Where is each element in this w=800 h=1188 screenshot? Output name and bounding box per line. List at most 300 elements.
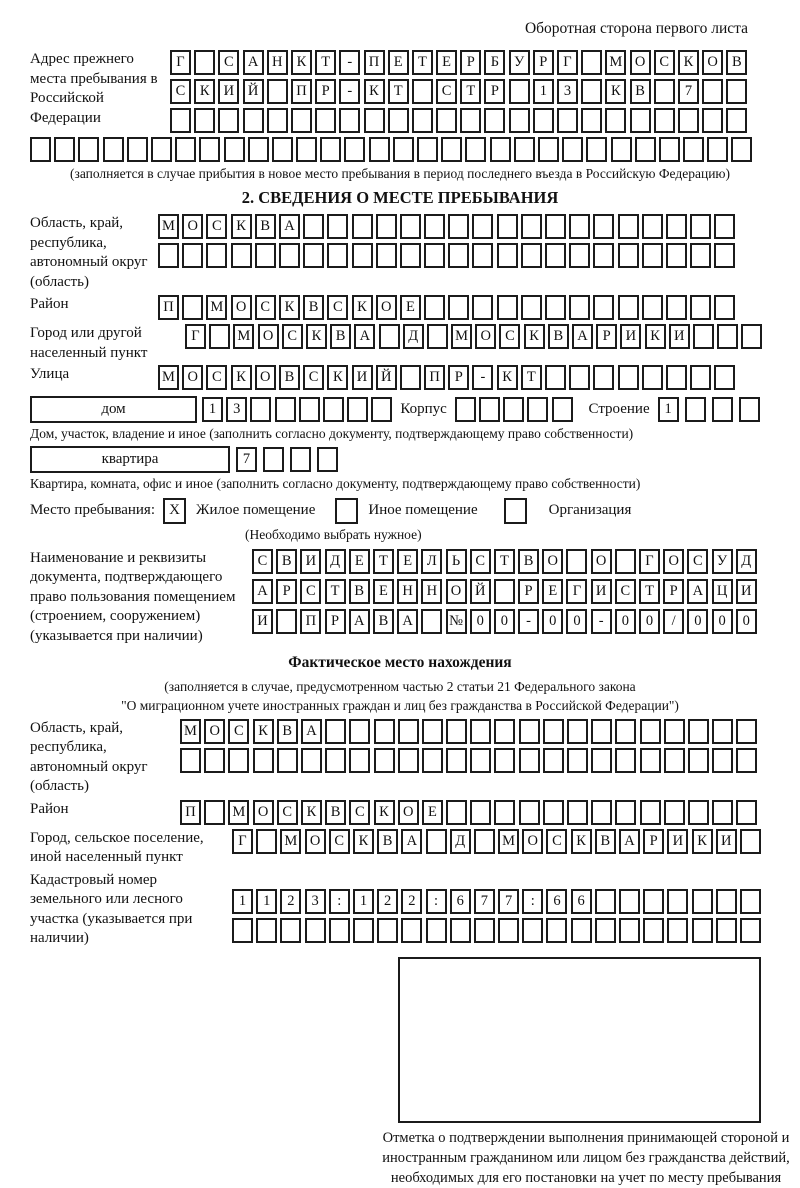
char-cell[interactable] [740,918,761,943]
char-cell[interactable] [736,719,757,744]
char-cell[interactable] [323,397,344,422]
char-cell[interactable]: 1 [232,889,253,914]
char-cell[interactable]: М [498,829,519,854]
char-cell[interactable]: В [726,50,747,75]
char-cell[interactable] [349,748,370,773]
char-cell[interactable] [376,214,397,239]
char-cell[interactable]: В [277,719,298,744]
char-cell[interactable]: Ц [712,579,733,604]
char-cell[interactable]: С [170,79,191,104]
char-cell[interactable] [446,719,467,744]
char-cell[interactable] [618,295,639,320]
char-cell[interactable] [678,108,699,133]
char-cell[interactable] [664,719,685,744]
char-cell[interactable] [291,108,312,133]
char-cell[interactable] [654,108,675,133]
char-cell[interactable] [315,108,336,133]
char-cell[interactable] [619,918,640,943]
char-cell[interactable] [474,829,495,854]
char-cell[interactable] [204,800,225,825]
char-cell[interactable] [317,447,338,472]
char-cell[interactable]: Ь [446,549,467,574]
char-cell[interactable]: И [252,609,273,634]
char-cell[interactable] [545,243,566,268]
char-cell[interactable]: Н [397,579,418,604]
char-cell[interactable] [642,214,663,239]
char-cell[interactable] [740,889,761,914]
city-row[interactable] [185,324,762,349]
char-cell[interactable] [546,918,567,943]
char-cell[interactable] [494,748,515,773]
char-cell[interactable] [566,549,587,574]
char-cell[interactable] [527,397,548,422]
char-cell[interactable] [470,719,491,744]
char-cell[interactable] [327,214,348,239]
char-cell[interactable] [352,214,373,239]
char-cell[interactable] [497,295,518,320]
char-cell[interactable]: К [524,324,545,349]
char-cell[interactable] [231,243,252,268]
char-cell[interactable] [279,243,300,268]
prev-address-row-3[interactable] [170,108,747,133]
char-cell[interactable] [643,889,664,914]
char-cell[interactable] [194,108,215,133]
char-cell[interactable] [593,365,614,390]
char-cell[interactable] [412,79,433,104]
char-cell[interactable] [521,214,542,239]
district-row[interactable] [158,295,735,320]
char-cell[interactable]: У [509,50,530,75]
char-cell[interactable] [303,243,324,268]
char-cell[interactable]: 0 [494,609,515,634]
char-cell[interactable]: 1 [353,889,374,914]
char-cell[interactable]: С [206,365,227,390]
region-row-2[interactable] [158,243,735,268]
char-cell[interactable]: М [206,295,227,320]
region-row-1[interactable] [158,214,735,239]
char-cell[interactable] [716,918,737,943]
char-cell[interactable] [595,918,616,943]
char-cell[interactable]: Р [596,324,617,349]
char-cell[interactable] [593,295,614,320]
char-cell[interactable] [320,137,341,162]
char-cell[interactable]: М [158,365,179,390]
char-cell[interactable]: 0 [470,609,491,634]
char-cell[interactable] [688,800,709,825]
char-cell[interactable]: С [277,800,298,825]
char-cell[interactable] [127,137,148,162]
char-cell[interactable]: Г [639,549,660,574]
char-cell[interactable] [702,108,723,133]
char-cell[interactable] [465,137,486,162]
korpus-cells[interactable] [455,397,573,422]
char-cell[interactable]: П [291,79,312,104]
char-cell[interactable] [569,214,590,239]
char-cell[interactable] [398,719,419,744]
char-cell[interactable]: О [446,579,467,604]
char-cell[interactable]: О [475,324,496,349]
char-cell[interactable]: К [497,365,518,390]
char-cell[interactable]: Т [373,549,394,574]
char-cell[interactable] [400,243,421,268]
char-cell[interactable] [325,748,346,773]
char-cell[interactable] [253,748,274,773]
char-cell[interactable]: И [620,324,641,349]
char-cell[interactable]: А [354,324,375,349]
char-cell[interactable] [494,579,515,604]
char-cell[interactable] [519,719,540,744]
char-cell[interactable]: С [206,214,227,239]
char-cell[interactable] [277,748,298,773]
cadastre-row-1[interactable] [232,889,761,914]
char-cell[interactable]: В [595,829,616,854]
char-cell[interactable]: Р [276,579,297,604]
char-cell[interactable]: Г [170,50,191,75]
char-cell[interactable] [666,214,687,239]
char-cell[interactable]: Е [397,549,418,574]
char-cell[interactable] [688,719,709,744]
char-cell[interactable] [422,748,443,773]
char-cell[interactable] [630,108,651,133]
char-cell[interactable] [374,719,395,744]
char-cell[interactable]: О [630,50,651,75]
char-cell[interactable]: О [398,800,419,825]
char-cell[interactable] [426,918,447,943]
char-cell[interactable] [371,397,392,422]
char-cell[interactable]: - [591,609,612,634]
char-cell[interactable] [716,889,737,914]
char-cell[interactable]: Е [373,579,394,604]
char-cell[interactable]: Н [267,50,288,75]
char-cell[interactable]: А [349,609,370,634]
char-cell[interactable] [615,719,636,744]
char-cell[interactable]: А [279,214,300,239]
char-cell[interactable]: С [327,295,348,320]
char-cell[interactable] [412,108,433,133]
char-cell[interactable] [455,397,476,422]
char-cell[interactable]: И [669,324,690,349]
char-cell[interactable] [569,243,590,268]
char-cell[interactable] [519,748,540,773]
char-cell[interactable] [450,918,471,943]
char-cell[interactable]: Т [412,50,433,75]
char-cell[interactable] [347,397,368,422]
char-cell[interactable] [591,748,612,773]
char-cell[interactable]: 1 [533,79,554,104]
char-cell[interactable]: К [231,214,252,239]
char-cell[interactable]: Л [421,549,442,574]
char-cell[interactable] [218,108,239,133]
char-cell[interactable] [401,918,422,943]
char-cell[interactable] [552,397,573,422]
char-cell[interactable] [379,324,400,349]
char-cell[interactable]: К [692,829,713,854]
char-cell[interactable]: Н [421,579,442,604]
char-cell[interactable] [470,800,491,825]
char-cell[interactable]: О [231,295,252,320]
char-cell[interactable]: С [499,324,520,349]
char-cell[interactable]: Р [663,579,684,604]
char-cell[interactable] [296,137,317,162]
char-cell[interactable] [712,397,733,422]
char-cell[interactable] [642,243,663,268]
char-cell[interactable]: 7 [474,889,495,914]
char-cell[interactable] [731,137,752,162]
char-cell[interactable] [325,719,346,744]
char-cell[interactable] [484,108,505,133]
char-cell[interactable] [618,365,639,390]
char-cell[interactable]: С [470,549,491,574]
char-cell[interactable]: Е [542,579,563,604]
char-cell[interactable] [256,918,277,943]
char-cell[interactable]: С [436,79,457,104]
char-cell[interactable] [503,397,524,422]
char-cell[interactable] [519,800,540,825]
char-cell[interactable] [567,719,588,744]
char-cell[interactable] [557,108,578,133]
char-cell[interactable]: С [546,829,567,854]
char-cell[interactable]: К [364,79,385,104]
char-cell[interactable] [182,295,203,320]
char-cell[interactable]: А [401,829,422,854]
char-cell[interactable] [595,889,616,914]
char-cell[interactable]: 0 [736,609,757,634]
char-cell[interactable] [349,719,370,744]
char-cell[interactable] [276,609,297,634]
char-cell[interactable] [263,447,284,472]
char-cell[interactable] [272,137,293,162]
char-cell[interactable] [714,214,735,239]
char-cell[interactable] [232,918,253,943]
char-cell[interactable] [509,108,530,133]
char-cell[interactable] [280,918,301,943]
char-cell[interactable]: 2 [377,889,398,914]
char-cell[interactable] [739,397,760,422]
document-row-3[interactable] [252,609,757,634]
char-cell[interactable]: Т [460,79,481,104]
apartment-cells[interactable] [236,447,338,472]
char-cell[interactable] [690,365,711,390]
char-cell[interactable] [441,137,462,162]
char-cell[interactable]: П [364,50,385,75]
char-cell[interactable] [204,748,225,773]
char-cell[interactable] [562,137,583,162]
char-cell[interactable]: К [374,800,395,825]
char-cell[interactable] [654,79,675,104]
char-cell[interactable] [498,918,519,943]
char-cell[interactable] [206,243,227,268]
char-cell[interactable]: Р [315,79,336,104]
char-cell[interactable]: О [542,549,563,574]
char-cell[interactable]: Т [494,549,515,574]
char-cell[interactable]: В [377,829,398,854]
residential-checkbox[interactable]: X [163,498,186,524]
char-cell[interactable]: В [276,549,297,574]
char-cell[interactable]: С [329,829,350,854]
char-cell[interactable] [448,295,469,320]
char-cell[interactable] [275,397,296,422]
char-cell[interactable]: М [605,50,626,75]
prev-address-row-1[interactable] [170,50,747,75]
char-cell[interactable] [741,324,762,349]
char-cell[interactable]: Г [557,50,578,75]
char-cell[interactable] [228,748,249,773]
char-cell[interactable]: П [158,295,179,320]
char-cell[interactable] [327,243,348,268]
char-cell[interactable] [664,748,685,773]
char-cell[interactable] [364,108,385,133]
char-cell[interactable] [209,324,230,349]
char-cell[interactable] [543,748,564,773]
char-cell[interactable]: М [180,719,201,744]
char-cell[interactable] [267,108,288,133]
char-cell[interactable]: В [548,324,569,349]
char-cell[interactable] [303,214,324,239]
char-cell[interactable] [521,295,542,320]
char-cell[interactable]: А [572,324,593,349]
char-cell[interactable] [714,365,735,390]
char-cell[interactable]: В [630,79,651,104]
char-cell[interactable] [267,79,288,104]
char-cell[interactable]: В [303,295,324,320]
char-cell[interactable]: Р [518,579,539,604]
char-cell[interactable] [290,447,311,472]
char-cell[interactable]: Т [315,50,336,75]
char-cell[interactable]: О [204,719,225,744]
char-cell[interactable]: С [282,324,303,349]
char-cell[interactable] [640,748,661,773]
char-cell[interactable]: 6 [571,889,592,914]
char-cell[interactable]: : [522,889,543,914]
char-cell[interactable]: К [194,79,215,104]
char-cell[interactable] [151,137,172,162]
char-cell[interactable] [635,137,656,162]
char-cell[interactable]: А [397,609,418,634]
char-cell[interactable] [667,918,688,943]
char-cell[interactable] [736,800,757,825]
char-cell[interactable] [690,214,711,239]
char-cell[interactable] [446,800,467,825]
street-row[interactable] [158,365,735,390]
char-cell[interactable]: - [518,609,539,634]
char-cell[interactable]: Р [533,50,554,75]
char-cell[interactable]: П [180,800,201,825]
char-cell[interactable]: / [663,609,684,634]
char-cell[interactable] [400,365,421,390]
char-cell[interactable]: № [446,609,467,634]
char-cell[interactable] [640,719,661,744]
char-cell[interactable] [299,397,320,422]
char-cell[interactable]: Г [566,579,587,604]
char-cell[interactable] [446,748,467,773]
char-cell[interactable] [494,719,515,744]
char-cell[interactable]: И [591,579,612,604]
char-cell[interactable] [243,108,264,133]
char-cell[interactable] [352,243,373,268]
char-cell[interactable]: - [472,365,493,390]
char-cell[interactable]: О [305,829,326,854]
char-cell[interactable] [78,137,99,162]
char-cell[interactable] [494,800,515,825]
char-cell[interactable] [30,137,51,162]
char-cell[interactable]: К [605,79,626,104]
char-cell[interactable]: - [339,50,360,75]
char-cell[interactable] [569,295,590,320]
char-cell[interactable] [545,214,566,239]
char-cell[interactable] [376,243,397,268]
char-cell[interactable] [666,365,687,390]
char-cell[interactable]: 6 [546,889,567,914]
char-cell[interactable]: К [231,365,252,390]
char-cell[interactable]: 0 [615,609,636,634]
char-cell[interactable] [398,748,419,773]
char-cell[interactable]: С [303,365,324,390]
char-cell[interactable]: Е [349,549,370,574]
house-number-cells[interactable] [202,397,392,422]
char-cell[interactable]: А [687,579,708,604]
char-cell[interactable] [533,108,554,133]
char-cell[interactable]: 0 [687,609,708,634]
char-cell[interactable] [581,108,602,133]
char-cell[interactable] [571,918,592,943]
char-cell[interactable] [643,918,664,943]
char-cell[interactable]: 6 [450,889,471,914]
char-cell[interactable]: Г [232,829,253,854]
char-cell[interactable]: И [716,829,737,854]
char-cell[interactable] [522,918,543,943]
other-premises-checkbox[interactable] [335,498,358,524]
char-cell[interactable] [593,243,614,268]
char-cell[interactable]: С [687,549,708,574]
char-cell[interactable]: И [736,579,757,604]
char-cell[interactable] [54,137,75,162]
char-cell[interactable] [339,108,360,133]
char-cell[interactable]: : [329,889,350,914]
char-cell[interactable] [388,108,409,133]
char-cell[interactable]: Р [448,365,469,390]
char-cell[interactable] [581,79,602,104]
char-cell[interactable]: - [339,79,360,104]
char-cell[interactable] [692,889,713,914]
char-cell[interactable]: М [451,324,472,349]
char-cell[interactable] [659,137,680,162]
char-cell[interactable]: О [591,549,612,574]
char-cell[interactable] [182,243,203,268]
char-cell[interactable]: Д [736,549,757,574]
char-cell[interactable] [688,748,709,773]
char-cell[interactable] [224,137,245,162]
char-cell[interactable]: С [218,50,239,75]
document-row-2[interactable] [252,579,757,604]
char-cell[interactable]: Е [436,50,457,75]
char-cell[interactable] [591,800,612,825]
char-cell[interactable] [586,137,607,162]
char-cell[interactable]: С [252,549,273,574]
char-cell[interactable] [714,243,735,268]
stroenie-cells[interactable] [658,397,760,422]
char-cell[interactable]: Т [639,579,660,604]
char-cell[interactable]: К [645,324,666,349]
char-cell[interactable]: Т [388,79,409,104]
char-cell[interactable] [543,800,564,825]
char-cell[interactable] [666,243,687,268]
char-cell[interactable] [726,108,747,133]
char-cell[interactable]: Р [643,829,664,854]
char-cell[interactable]: С [255,295,276,320]
organization-checkbox[interactable] [504,498,527,524]
char-cell[interactable] [103,137,124,162]
char-cell[interactable] [605,108,626,133]
